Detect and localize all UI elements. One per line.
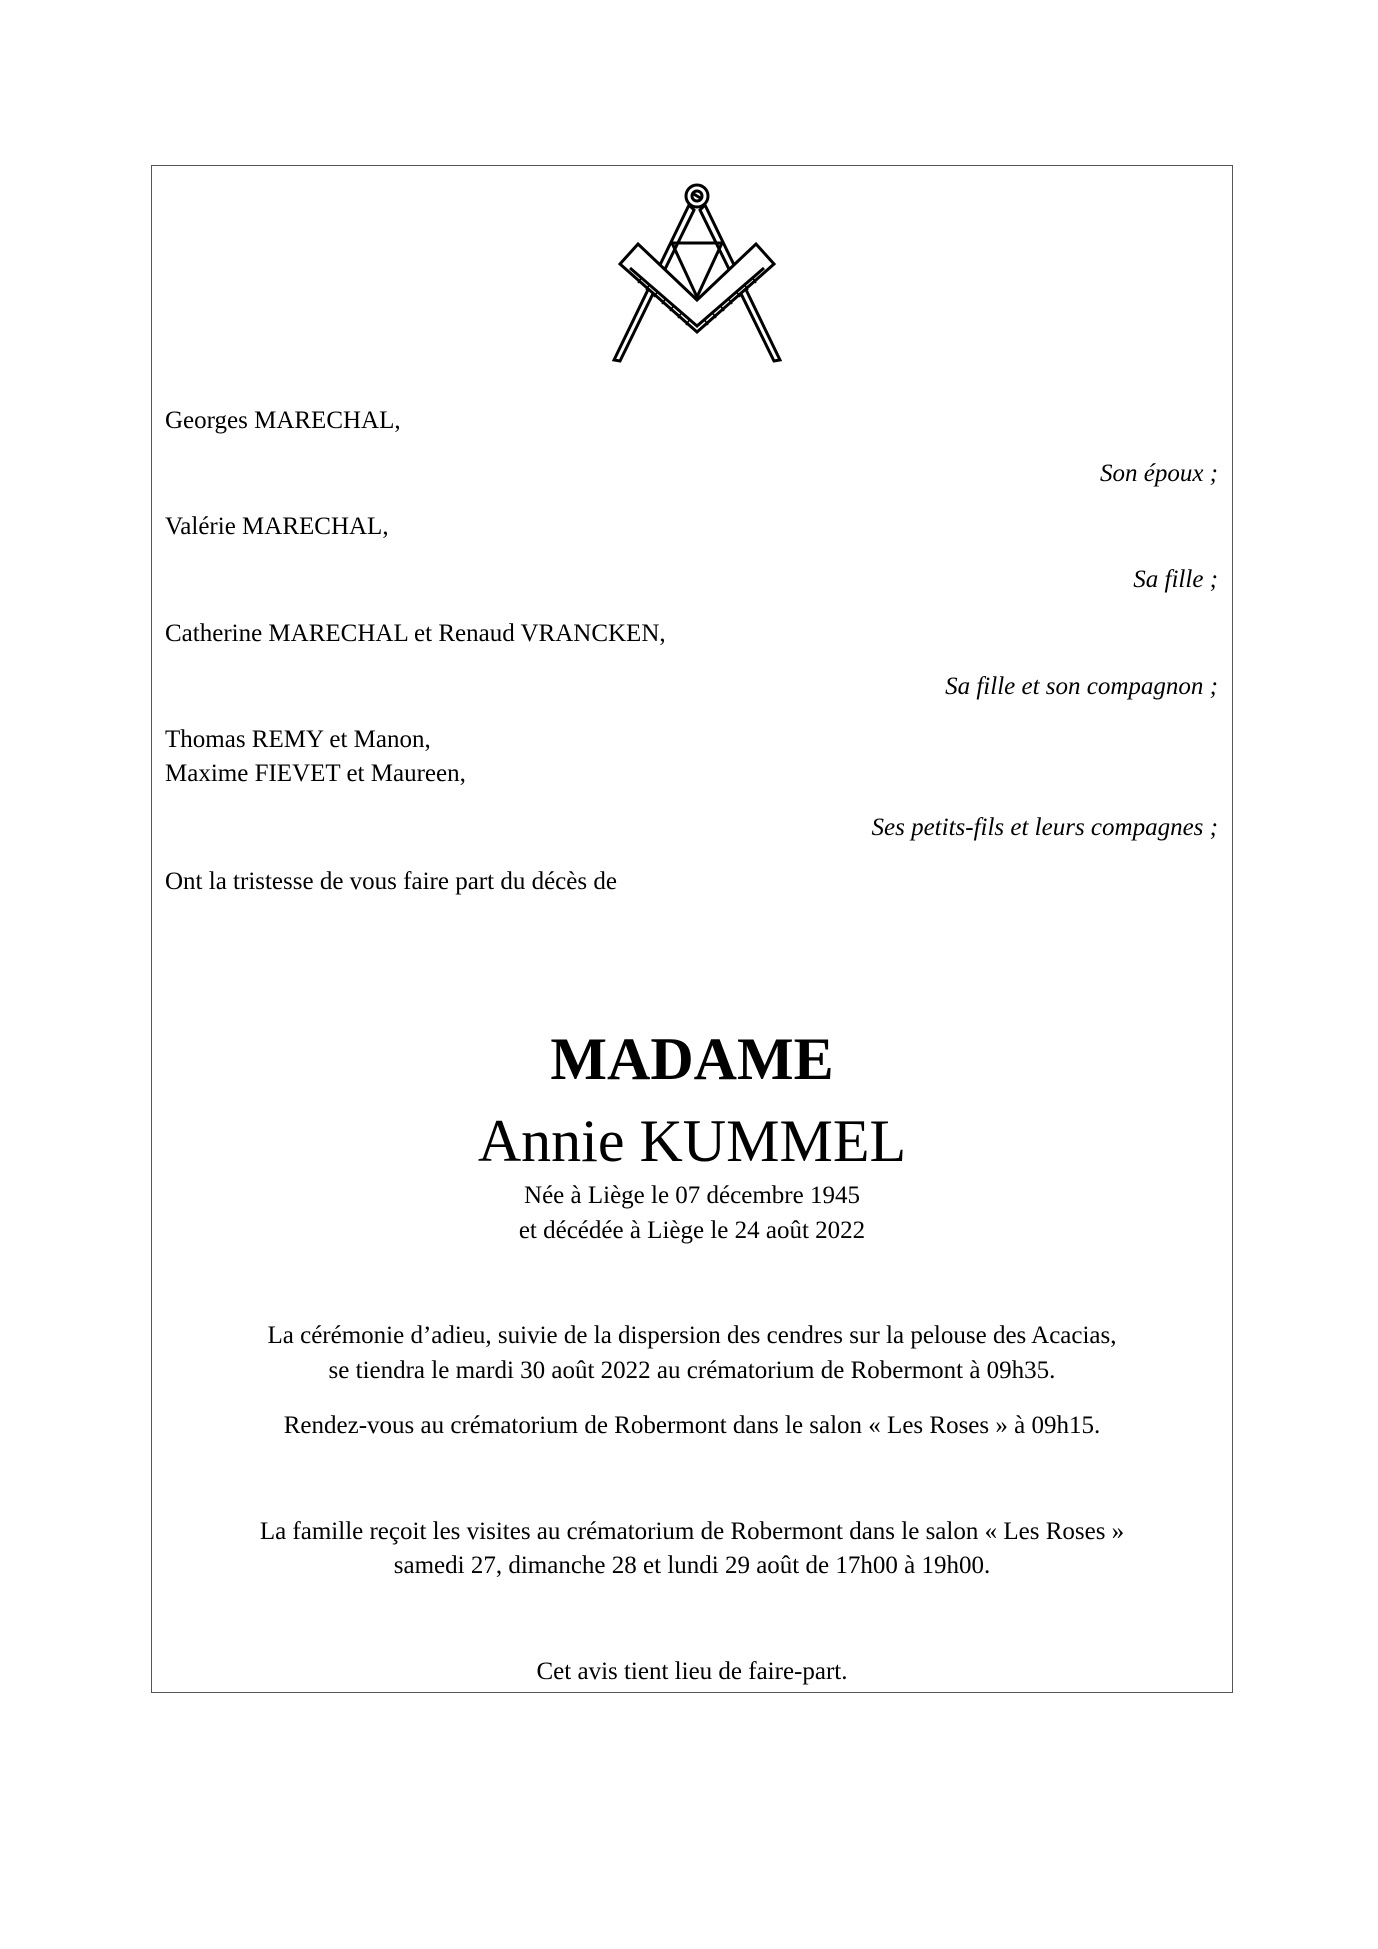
meeting-info: Rendez-vous au crématorium de Robermont dans le salon « Les Roses » à 09h15. — [283, 1412, 1101, 1439]
ceremony-text-line2: se tiendra le mardi 30 août 2022 au crématorium de Robermont à 09h35. — [328, 1357, 1056, 1384]
family-relation: Ses petits-fils et leurs compagnes ; — [871, 814, 1218, 841]
deceased-title: MADAME — [550, 1026, 834, 1092]
visits-text-line2: samedi 27, dimanche 28 et lundi 29 août de 17h00 à 19h00. — [393, 1552, 991, 1579]
family-relation: Son époux ; — [1099, 460, 1218, 487]
family-relation: Sa fille ; — [1133, 566, 1218, 593]
family-member-name: Georges MARECHAL, — [165, 407, 401, 434]
ceremony-text-line1: La cérémonie d’adieu, suivie de la dispersion des cendres sur la pelouse des Acacias, — [267, 1322, 1117, 1349]
family-member-name: Valérie MARECHAL, — [165, 513, 389, 540]
family-member-name: Maxime FIEVET et Maureen, — [165, 760, 466, 787]
birth-date-line: Née à Liège le 07 décembre 1945 — [524, 1182, 860, 1209]
square-and-compass-icon — [612, 180, 782, 365]
announcement-text: Ont la tristesse de vous faire part du décès de — [165, 868, 617, 895]
family-member-name: Catherine MARECHAL et Renaud VRANCKEN, — [165, 620, 666, 647]
family-member-name: Thomas REMY et Manon, — [165, 726, 431, 753]
deceased-name: Annie KUMMEL — [477, 1108, 907, 1174]
footer-note: Cet avis tient lieu de faire-part. — [536, 1658, 848, 1685]
visits-text-line1: La famille reçoit les visites au crématorium de Robermont dans le salon « Les Roses » — [259, 1518, 1125, 1545]
family-relation: Sa fille et son compagnon ; — [945, 673, 1218, 700]
death-date-line: et décédée à Liège le 24 août 2022 — [518, 1217, 866, 1244]
notice-border — [151, 165, 1233, 1693]
